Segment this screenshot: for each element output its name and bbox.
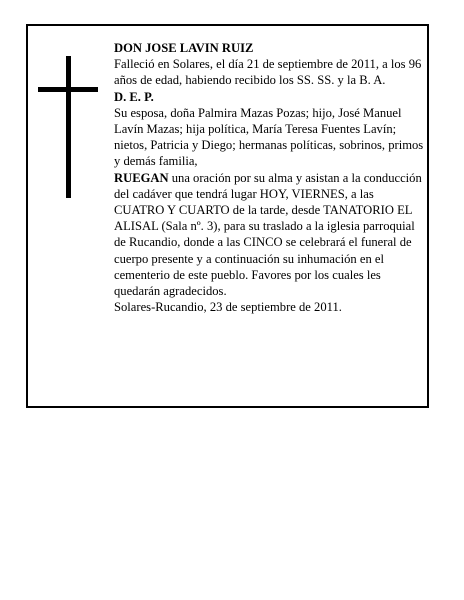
family-list: Su esposa, doña Palmira Mazas Pozas; hijo, José Manuel Lavín Mazas; hija política, María Teresa Fuentes Lavín; nietos, Patricia y Diego; hermanas políticas, sobrinos, primos y demás familia, bbox=[114, 105, 424, 169]
rip-line: D. E. P. bbox=[114, 89, 154, 104]
place-date: Solares-Rucandio, 23 de septiembre de 2011. bbox=[114, 300, 342, 315]
notice-text bbox=[114, 40, 424, 315]
request-paragraph bbox=[114, 170, 424, 300]
cross-icon bbox=[38, 56, 98, 198]
deceased-name: DON JOSE LAVIN RUIZ bbox=[114, 41, 254, 55]
request-text: una oración por su alma y asistan a la conducción del cadáver que tendrá lugar HOY, VIERNES, a las CUATRO Y CUARTO de la tarde, desde TANATORIO EL ALISAL (Sala nº. 3), para su traslado a la iglesia parroquial de Rucandio, donde a las CINCO se celebrará el funeral de cuerpo presente y a continuación su inhumación en el cementerio de este pueblo. Favores por los cuales les quedarán agradecidos. bbox=[114, 170, 422, 299]
request-word: RUEGAN bbox=[114, 170, 169, 185]
cross-vertical-bar bbox=[66, 56, 71, 198]
cross-horizontal-bar bbox=[38, 87, 98, 92]
obituary-notice bbox=[26, 24, 429, 408]
death-announcement: Falleció en Solares, el día 21 de septiembre de 2011, a los 96 años de edad, habiendo recibido los SS. SS. y la B. A. bbox=[114, 57, 422, 88]
